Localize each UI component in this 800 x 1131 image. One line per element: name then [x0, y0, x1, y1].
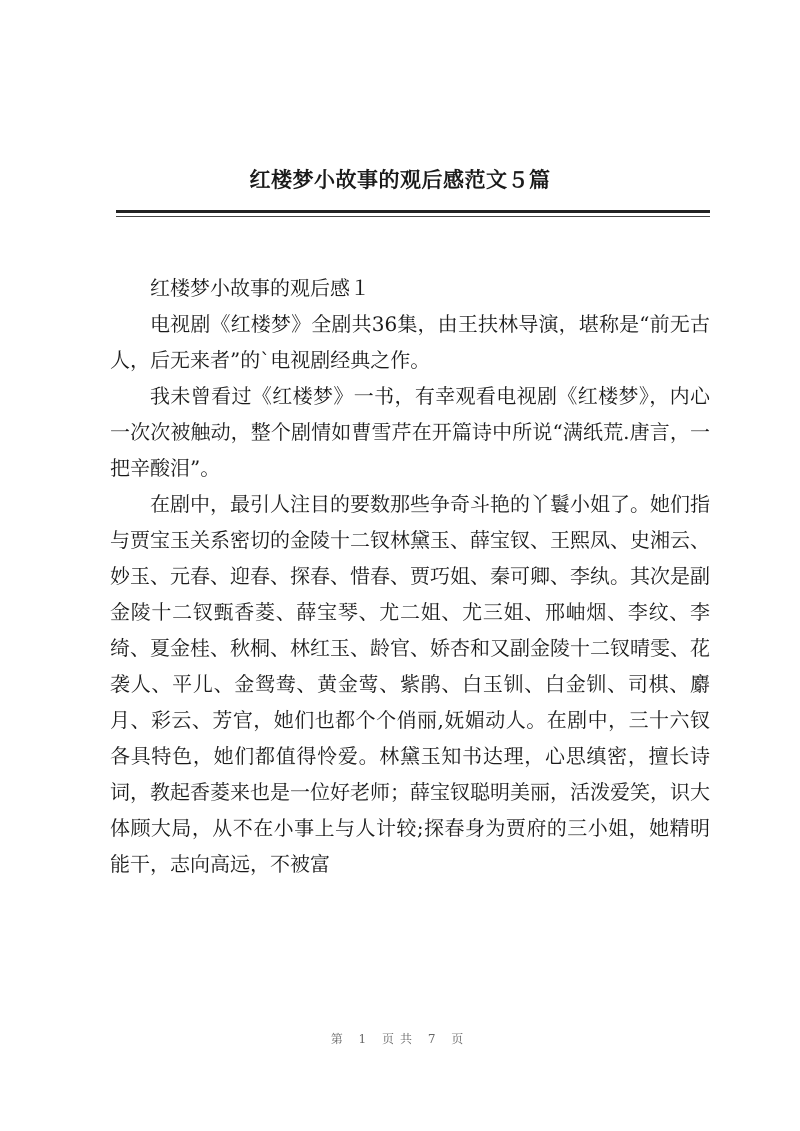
title-divider-thick — [116, 210, 710, 213]
section-heading: 红楼梦小故事的观后感１ — [150, 276, 370, 300]
paragraph: 电视剧《红楼梦》全剧共36集，由王扶林导演，堪称是“前无古人，后无来者”的`电视剧经典之作。 — [110, 312, 710, 372]
page-number-footer: 第 1 页共 7 页 — [330, 1032, 470, 1046]
paragraph: 我未曾看过《红楼梦》一书，有幸观看电视剧《红楼梦》，内心一次次被触动，整个剧情如曹雪芹在开篇诗中所说“满纸荒.唐言，一把辛酸泪”。 — [110, 384, 710, 480]
title-divider-thin — [116, 216, 710, 217]
document-body — [110, 270, 710, 882]
paragraph: 在剧中，最引人注目的要数那些争奇斗艳的丫鬟小姐了。她们指与贾宝玉关系密切的金陵十二钗林黛玉、薛宝钗、王熙凤、史湘云、妙玉、元春、迎春、探春、惜春、贾巧姐、秦可卿、李纨。其次是副金陵十二钗甄香菱、薛宝琴、尤二姐、尤三姐、邢岫烟、李纹、李绮、夏金桂、秋桐、林红玉、龄官、娇杏和又副金陵十二钗晴雯、花袭人、平儿、金鸳鸯、黄金莺、紫鹃、白玉钏、白金钏、司棋、麝月、彩云、芳官，她们也都个个俏丽,妩媚动人。在剧中，三十六钗各具特色，她们都值得怜爱。林黛玉知书达理，心思缜密，擅长诗词，教起香菱来也是一位好老师；薛宝钗聪明美丽，活泼爱笑，识大体顾大局，从不在小事上与人计较;探春身为贾府的三小姐，她精明能干，志向高远，不被富 — [110, 492, 710, 876]
page-title: 红楼梦小故事的观后感范文５篇 — [249, 167, 551, 192]
